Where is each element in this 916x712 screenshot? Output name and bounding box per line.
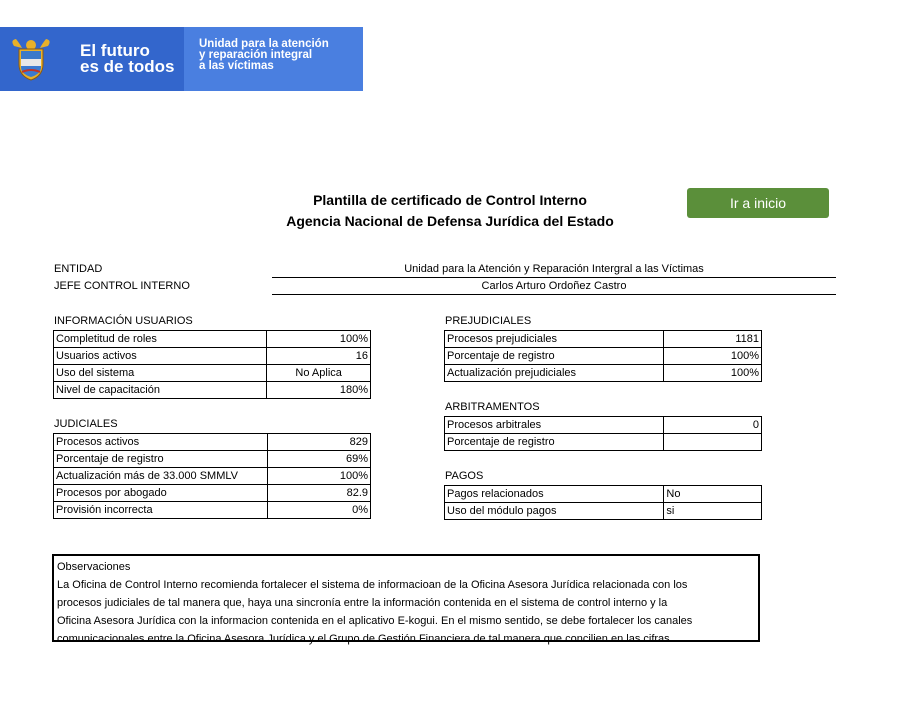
row-value: 16: [267, 348, 371, 365]
table-row: [54, 451, 371, 468]
row-label: Actualización más de 33.000 SMMLV: [54, 468, 268, 485]
row-label: Porcentaje de registro: [54, 451, 268, 468]
row-label: Provisión incorrecta: [54, 502, 268, 519]
table-row: [54, 468, 371, 485]
table-row: [445, 348, 762, 365]
slogan-line-1: El futuro: [80, 41, 150, 60]
row-value: 180%: [267, 382, 371, 399]
page-title: Plantilla de certificado de Control Interno: [313, 192, 587, 208]
row-label: Procesos prejudiciales: [445, 331, 664, 348]
row-label: Procesos activos: [54, 434, 268, 451]
agency-line-2: y reparación integral: [199, 48, 313, 61]
arbitramentos-table: [444, 416, 762, 451]
banner-agency-block: [184, 27, 363, 91]
table-row: [54, 382, 371, 399]
row-value: 100%: [664, 348, 762, 365]
row-value: 100%: [267, 468, 370, 485]
observaciones-line-2: procesos judiciales de tal manera que, haya una sincronía entre la información contenida en el sistema de control interno y la: [57, 597, 668, 609]
judiciales-section-title: JUDICIALES: [54, 418, 118, 430]
agency-line-1: Unidad para la atención: [199, 37, 329, 50]
row-label: Porcentaje de registro: [445, 434, 664, 451]
row-value: 82.9: [267, 485, 370, 502]
row-value: si: [664, 503, 762, 520]
table-row: [54, 485, 371, 502]
row-value: 100%: [267, 331, 371, 348]
table-row: [445, 331, 762, 348]
pagos-section-title: PAGOS: [445, 470, 484, 482]
jefe-underline: [272, 294, 836, 295]
observaciones-line-4: comunicacionales entre la Oficina Asesora Jurídica y el Grupo de Gestión Financiera de tal manera que concilien en las cifras: [57, 633, 670, 645]
row-label: Procesos arbitrales: [445, 417, 664, 434]
table-row: [54, 365, 371, 382]
row-value: No Aplica: [267, 365, 371, 382]
row-label: Uso del sistema: [54, 365, 267, 382]
row-value: 69%: [267, 451, 370, 468]
row-value: No: [664, 486, 762, 503]
row-label: Actualización prejudiciales: [445, 365, 664, 382]
table-row: [445, 503, 762, 520]
table-row: [445, 417, 762, 434]
agency-name: [199, 39, 329, 72]
entidad-value: Unidad para la Atención y Reparación Intergral a las Víctimas: [404, 263, 704, 275]
prejudiciales-table: [444, 330, 762, 382]
banner-slogan-block: [0, 27, 184, 91]
row-value: 1181: [664, 331, 762, 348]
arbitramentos-section-title: ARBITRAMENTOS: [445, 401, 540, 413]
row-label: Pagos relacionados: [445, 486, 664, 503]
row-label: Porcentaje de registro: [445, 348, 664, 365]
usuarios-table: [53, 330, 371, 399]
table-row: [54, 331, 371, 348]
page-subtitle: Agencia Nacional de Defensa Jurídica del Estado: [286, 213, 614, 229]
go-home-button[interactable]: Ir a inicio: [687, 188, 829, 218]
slogan-line-2: es de todos: [80, 57, 175, 76]
table-row: [54, 502, 371, 519]
agency-line-3: a las víctimas: [199, 59, 274, 72]
slogan: [80, 43, 174, 75]
observaciones-line-1: La Oficina de Control Interno recomienda fortalecer el sistema de informacioan de la Oficina Asesora Jurídica relacionada con los: [57, 579, 688, 591]
prejudiciales-section-title: PREJUDICIALES: [445, 315, 532, 327]
judiciales-table: [53, 433, 371, 519]
table-row: [54, 434, 371, 451]
entidad-underline: [272, 277, 836, 278]
table-row: [445, 486, 762, 503]
row-value: 100%: [664, 365, 762, 382]
table-row: [445, 365, 762, 382]
table-row: [445, 434, 762, 451]
row-value: 0: [664, 417, 762, 434]
row-label: Uso del módulo pagos: [445, 503, 664, 520]
table-row: [54, 348, 371, 365]
usuarios-section-title: INFORMACIÓN USUARIOS: [54, 315, 193, 327]
observaciones-title: Observaciones: [57, 561, 131, 573]
coat-of-arms-icon: [8, 36, 54, 82]
row-label: Usuarios activos: [54, 348, 267, 365]
entidad-label: ENTIDAD: [54, 263, 103, 275]
row-label: Nivel de capacitación: [54, 382, 267, 399]
row-label: Procesos por abogado: [54, 485, 268, 502]
pagos-table: [444, 485, 762, 520]
header-banner: [0, 27, 363, 91]
row-label: Completitud de roles: [54, 331, 267, 348]
row-value: 829: [267, 434, 370, 451]
row-value: 0%: [267, 502, 370, 519]
jefe-value: Carlos Arturo Ordoñez Castro: [481, 280, 627, 292]
jefe-label: JEFE CONTROL INTERNO: [54, 280, 190, 292]
row-value: [664, 434, 762, 451]
observaciones-line-3: Oficina Asesora Jurídica con la informacion contenida en el aplicativo E-kogui. En el mismo sentido, se debe fortalecer los canales: [57, 615, 693, 627]
observaciones-box: [52, 554, 760, 645]
